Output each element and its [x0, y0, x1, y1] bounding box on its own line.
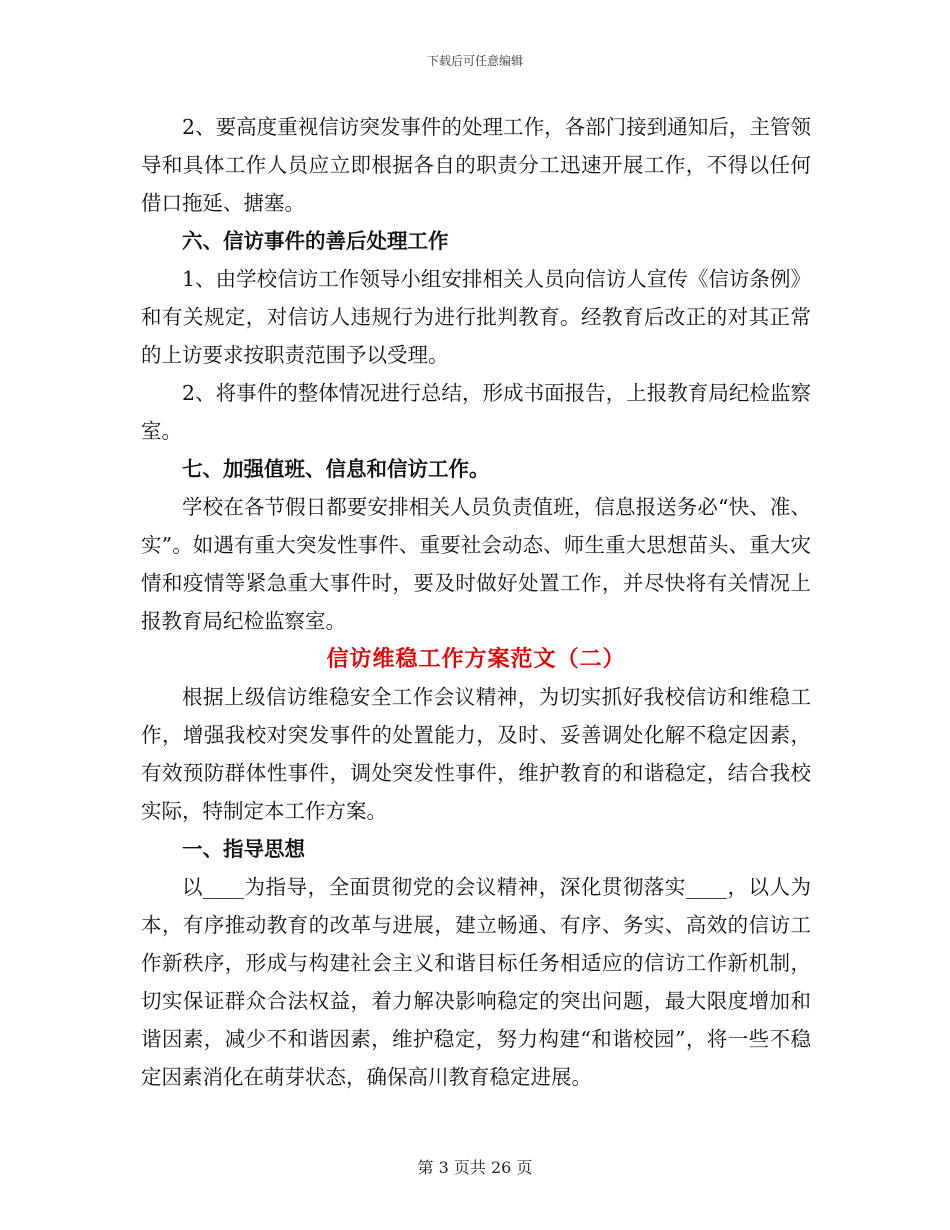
para-section-6-item-2: 2、将事件的整体情况进行总结，形成书面报告，上报教育局纪检监察室。: [141, 381, 811, 443]
para-item-2-urgent-handling: 2、要高度重视信访突发事件的处理工作，各部门接到通知后，主管领导和具体工作人员应立即根据各自的职责分工迅速开展工作，不得以任何借口拖延、搪塞。: [141, 115, 811, 215]
para-section-7-body: 学校在各节假日都要安排相关人员负责值班，信息报送务必“快、准、实”。如遇有重大突发性事件、重要社会动态、师生重大思想苗头、重大灾情和疫情等紧急重大事件时，要及时做好处置工作，并尽快将有关情况上报教育局纪检监察室。: [141, 495, 811, 633]
heading-section-6: 六、信访事件的善后处理工作: [182, 229, 449, 253]
page-header: 下载后可任意编辑: [426, 54, 523, 68]
para-guiding-thought-body: 以____为指导，全面贯彻党的会议精神，深化贯彻落实____，以人为本，有序推动教育的改革与进展，建立畅通、有序、务实、高效的信访工作新秩序，形成与构建社会主义和谐目标任务相适应的信访工作新机制，切实保证群众合法权益，着力解决影响稳定的突出问题，最大限度增加和谐因素，减少不和谐因素，维护稳定，努力构建“和谐校园”，将一些不稳定因素消化在萌芽状态，确保高川教育稳定进展。: [141, 875, 811, 1089]
document-body: [141, 108, 811, 1096]
document-title-part-2: 信访维稳工作方案范文（二）: [326, 646, 626, 672]
para-intro: 根据上级信访维稳安全工作会议精神，为切实抓好我校信访和维稳工作，增强我校对突发事件的处置能力，及时、妥善调处化解不稳定因素，有效预防群体性事件，调处突发性事件，维护教育的和谐稳定，结合我校实际，特制定本工作方案。: [141, 685, 811, 823]
heading-guiding-thought: 一、指导思想: [182, 837, 305, 861]
heading-section-7: 七、加强值班、信息和信访工作。: [182, 457, 490, 481]
page-number-footer: 第 3 页共 26 页: [417, 1158, 533, 1177]
para-section-6-item-1: 1、由学校信访工作领导小组安排相关人员向信访人宣传《信访条例》和有关规定，对信访人违规行为进行批判教育。经教育后改正的对其正常的上访要求按职责范围予以受理。: [141, 267, 811, 367]
